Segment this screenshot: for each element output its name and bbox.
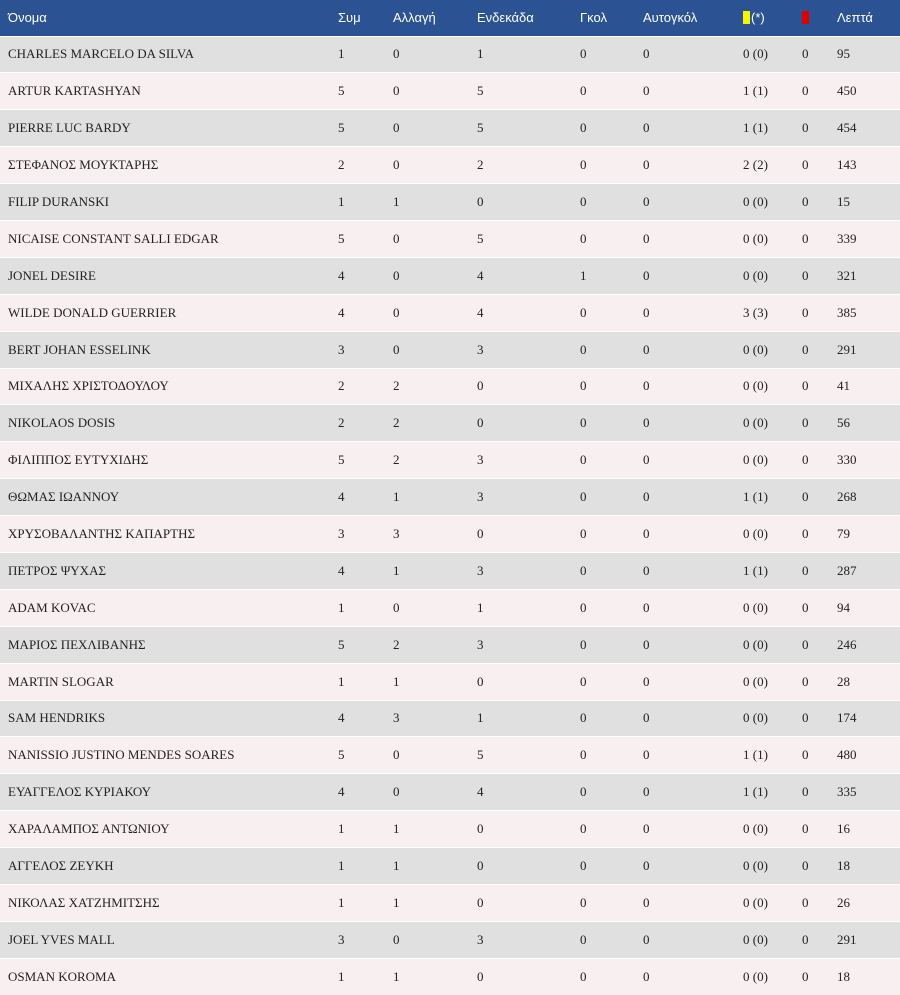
player-name: MARTIN SLOGAR <box>0 663 330 700</box>
own-goals: 0 <box>635 700 735 737</box>
starting-eleven: 1 <box>469 36 572 73</box>
starting-eleven: 0 <box>469 184 572 221</box>
red-cards: 0 <box>794 811 829 848</box>
own-goals: 0 <box>635 184 735 221</box>
own-goals: 0 <box>635 442 735 479</box>
starting-eleven: 1 <box>469 700 572 737</box>
starting-eleven: 0 <box>469 958 572 995</box>
minutes: 330 <box>829 442 900 479</box>
red-cards: 0 <box>794 626 829 663</box>
goals: 0 <box>572 147 635 184</box>
own-goals: 0 <box>635 479 735 516</box>
substitutions: 0 <box>385 294 469 331</box>
player-name: CHARLES MARCELO DA SILVA <box>0 36 330 73</box>
yellow-cards: 0 (0) <box>735 921 794 958</box>
red-cards: 0 <box>794 479 829 516</box>
starting-eleven: 4 <box>469 257 572 294</box>
header-red-cards[interactable] <box>794 0 829 36</box>
own-goals: 0 <box>635 958 735 995</box>
minutes: 26 <box>829 884 900 921</box>
substitutions: 0 <box>385 921 469 958</box>
appearances: 4 <box>330 257 385 294</box>
own-goals: 0 <box>635 147 735 184</box>
header-name[interactable]: Όνομα <box>0 0 330 36</box>
own-goals: 0 <box>635 774 735 811</box>
red-cards: 0 <box>794 368 829 405</box>
own-goals: 0 <box>635 848 735 885</box>
substitutions: 1 <box>385 184 469 221</box>
own-goals: 0 <box>635 36 735 73</box>
substitutions: 1 <box>385 479 469 516</box>
header-own-goals[interactable]: Αυτογκόλ <box>635 0 735 36</box>
minutes: 143 <box>829 147 900 184</box>
yellow-cards: 0 (0) <box>735 811 794 848</box>
appearances: 5 <box>330 442 385 479</box>
substitutions: 1 <box>385 884 469 921</box>
table-row <box>0 700 900 737</box>
goals: 0 <box>572 184 635 221</box>
substitutions: 0 <box>385 589 469 626</box>
table-row <box>0 811 900 848</box>
table-row <box>0 663 900 700</box>
goals: 0 <box>572 589 635 626</box>
goals: 0 <box>572 921 635 958</box>
table-row <box>0 73 900 110</box>
player-name: ΧΡΥΣΟΒΑΛΑΝΤΗΣ ΚΑΠΑΡΤΗΣ <box>0 516 330 553</box>
appearances: 5 <box>330 220 385 257</box>
starting-eleven: 0 <box>469 811 572 848</box>
player-name: NIKOLAOS DOSIS <box>0 405 330 442</box>
player-name: SAM HENDRIKS <box>0 700 330 737</box>
table-row <box>0 479 900 516</box>
red-cards: 0 <box>794 147 829 184</box>
goals: 0 <box>572 737 635 774</box>
yellow-cards: 0 (0) <box>735 589 794 626</box>
goals: 0 <box>572 663 635 700</box>
header-yellow-cards[interactable] <box>735 0 794 36</box>
red-cards: 0 <box>794 848 829 885</box>
own-goals: 0 <box>635 405 735 442</box>
substitutions: 0 <box>385 110 469 147</box>
appearances: 5 <box>330 626 385 663</box>
starting-eleven: 3 <box>469 921 572 958</box>
minutes: 18 <box>829 958 900 995</box>
yellow-cards: 0 (0) <box>735 848 794 885</box>
substitutions: 0 <box>385 257 469 294</box>
player-name: ADAM KOVAC <box>0 589 330 626</box>
red-cards: 0 <box>794 331 829 368</box>
yellow-card-icon <box>743 11 750 24</box>
red-cards: 0 <box>794 921 829 958</box>
own-goals: 0 <box>635 552 735 589</box>
goals: 0 <box>572 331 635 368</box>
goals: 0 <box>572 73 635 110</box>
table-row <box>0 331 900 368</box>
minutes: 246 <box>829 626 900 663</box>
player-name: ΜΑΡΙΟΣ ΠΕΧΛΙΒΑΝΗΣ <box>0 626 330 663</box>
player-name: OSMAN KOROMA <box>0 958 330 995</box>
appearances: 3 <box>330 516 385 553</box>
goals: 0 <box>572 294 635 331</box>
yellow-cards: 0 (0) <box>735 884 794 921</box>
goals: 0 <box>572 405 635 442</box>
starting-eleven: 1 <box>469 589 572 626</box>
goals: 0 <box>572 884 635 921</box>
header-row <box>0 0 900 36</box>
minutes: 79 <box>829 516 900 553</box>
appearances: 5 <box>330 73 385 110</box>
yellow-cards: 0 (0) <box>735 626 794 663</box>
table-row <box>0 958 900 995</box>
minutes: 385 <box>829 294 900 331</box>
appearances: 4 <box>330 700 385 737</box>
own-goals: 0 <box>635 516 735 553</box>
minutes: 174 <box>829 700 900 737</box>
player-name: ΝΙΚΟΛΑΣ ΧΑΤΖΗΜΙΤΣΗΣ <box>0 884 330 921</box>
appearances: 2 <box>330 368 385 405</box>
red-cards: 0 <box>794 442 829 479</box>
starting-eleven: 0 <box>469 663 572 700</box>
substitutions: 2 <box>385 405 469 442</box>
starting-eleven: 4 <box>469 294 572 331</box>
substitutions: 0 <box>385 73 469 110</box>
appearances: 3 <box>330 331 385 368</box>
own-goals: 0 <box>635 110 735 147</box>
table-row <box>0 184 900 221</box>
own-goals: 0 <box>635 663 735 700</box>
header-subs[interactable]: Αλλαγή <box>385 0 469 36</box>
starting-eleven: 3 <box>469 552 572 589</box>
table-row <box>0 405 900 442</box>
red-cards: 0 <box>794 774 829 811</box>
substitutions: 1 <box>385 848 469 885</box>
minutes: 339 <box>829 220 900 257</box>
yellow-cards: 0 (0) <box>735 442 794 479</box>
appearances: 2 <box>330 405 385 442</box>
starting-eleven: 0 <box>469 368 572 405</box>
own-goals: 0 <box>635 368 735 405</box>
own-goals: 0 <box>635 73 735 110</box>
goals: 1 <box>572 257 635 294</box>
player-name: ΜΙΧΑΛΗΣ ΧΡΙΣΤΟΔΟΥΛΟΥ <box>0 368 330 405</box>
starting-eleven: 5 <box>469 73 572 110</box>
goals: 0 <box>572 700 635 737</box>
yellow-cards: 0 (0) <box>735 958 794 995</box>
own-goals: 0 <box>635 737 735 774</box>
yellow-cards: 1 (1) <box>735 774 794 811</box>
goals: 0 <box>572 368 635 405</box>
minutes: 450 <box>829 73 900 110</box>
yellow-cards: 0 (0) <box>735 220 794 257</box>
table-row <box>0 626 900 663</box>
goals: 0 <box>572 220 635 257</box>
minutes: 18 <box>829 848 900 885</box>
header-minutes[interactable]: Λεπτά <box>829 0 900 36</box>
goals: 0 <box>572 811 635 848</box>
substitutions: 0 <box>385 147 469 184</box>
red-cards: 0 <box>794 257 829 294</box>
starting-eleven: 0 <box>469 516 572 553</box>
table-row <box>0 516 900 553</box>
starting-eleven: 3 <box>469 479 572 516</box>
minutes: 291 <box>829 921 900 958</box>
table-row <box>0 257 900 294</box>
minutes: 41 <box>829 368 900 405</box>
appearances: 1 <box>330 663 385 700</box>
starting-eleven: 3 <box>469 626 572 663</box>
red-cards: 0 <box>794 589 829 626</box>
table-row <box>0 848 900 885</box>
table-row <box>0 294 900 331</box>
substitutions: 0 <box>385 774 469 811</box>
yellow-cards: 0 (0) <box>735 368 794 405</box>
player-name: WILDE DONALD GUERRIER <box>0 294 330 331</box>
minutes: 16 <box>829 811 900 848</box>
own-goals: 0 <box>635 257 735 294</box>
minutes: 94 <box>829 589 900 626</box>
red-cards: 0 <box>794 958 829 995</box>
appearances: 2 <box>330 147 385 184</box>
table-row <box>0 36 900 73</box>
table-row <box>0 442 900 479</box>
appearances: 5 <box>330 110 385 147</box>
table-row <box>0 737 900 774</box>
starting-eleven: 0 <box>469 884 572 921</box>
minutes: 321 <box>829 257 900 294</box>
header-yellow-note: (*) <box>751 10 765 26</box>
red-cards: 0 <box>794 36 829 73</box>
own-goals: 0 <box>635 811 735 848</box>
starting-eleven: 0 <box>469 848 572 885</box>
appearances: 5 <box>330 737 385 774</box>
yellow-cards: 1 (1) <box>735 552 794 589</box>
minutes: 95 <box>829 36 900 73</box>
goals: 0 <box>572 626 635 663</box>
red-cards: 0 <box>794 405 829 442</box>
own-goals: 0 <box>635 626 735 663</box>
appearances: 1 <box>330 884 385 921</box>
own-goals: 0 <box>635 589 735 626</box>
starting-eleven: 5 <box>469 220 572 257</box>
appearances: 1 <box>330 36 385 73</box>
starting-eleven: 3 <box>469 442 572 479</box>
substitutions: 1 <box>385 811 469 848</box>
yellow-cards: 1 (1) <box>735 479 794 516</box>
table-row <box>0 552 900 589</box>
player-name: ΣΤΕΦΑΝΟΣ ΜΟΥΚΤΑΡΗΣ <box>0 147 330 184</box>
player-name: ΑΓΓΕΛΟΣ ΖΕΥΚΗ <box>0 848 330 885</box>
yellow-cards: 0 (0) <box>735 700 794 737</box>
substitutions: 0 <box>385 331 469 368</box>
starting-eleven: 4 <box>469 774 572 811</box>
yellow-cards: 1 (1) <box>735 110 794 147</box>
appearances: 4 <box>330 479 385 516</box>
appearances: 1 <box>330 958 385 995</box>
yellow-cards: 0 (0) <box>735 405 794 442</box>
appearances: 1 <box>330 848 385 885</box>
own-goals: 0 <box>635 220 735 257</box>
own-goals: 0 <box>635 884 735 921</box>
red-cards: 0 <box>794 220 829 257</box>
substitutions: 2 <box>385 626 469 663</box>
table-row <box>0 147 900 184</box>
goals: 0 <box>572 848 635 885</box>
starting-eleven: 5 <box>469 737 572 774</box>
minutes: 480 <box>829 737 900 774</box>
yellow-cards: 1 (1) <box>735 737 794 774</box>
yellow-cards: 3 (3) <box>735 294 794 331</box>
appearances: 1 <box>330 184 385 221</box>
substitutions: 1 <box>385 552 469 589</box>
minutes: 268 <box>829 479 900 516</box>
own-goals: 0 <box>635 294 735 331</box>
substitutions: 0 <box>385 220 469 257</box>
player-name: NANISSIO JUSTINO MENDES SOARES <box>0 737 330 774</box>
player-name: ΠΕΤΡΟΣ ΨΥΧΑΣ <box>0 552 330 589</box>
yellow-cards: 0 (0) <box>735 516 794 553</box>
yellow-cards: 0 (0) <box>735 184 794 221</box>
appearances: 4 <box>330 774 385 811</box>
red-cards: 0 <box>794 516 829 553</box>
substitutions: 3 <box>385 516 469 553</box>
own-goals: 0 <box>635 331 735 368</box>
red-cards: 0 <box>794 184 829 221</box>
yellow-cards: 1 (1) <box>735 73 794 110</box>
substitutions: 2 <box>385 368 469 405</box>
goals: 0 <box>572 516 635 553</box>
red-cards: 0 <box>794 884 829 921</box>
yellow-cards: 0 (0) <box>735 663 794 700</box>
table-row <box>0 589 900 626</box>
red-card-icon <box>802 11 809 24</box>
appearances: 3 <box>330 921 385 958</box>
player-name: ΘΩΜΑΣ ΙΩΑΝΝΟΥ <box>0 479 330 516</box>
minutes: 287 <box>829 552 900 589</box>
appearances: 1 <box>330 811 385 848</box>
table-row <box>0 368 900 405</box>
substitutions: 3 <box>385 700 469 737</box>
substitutions: 1 <box>385 663 469 700</box>
red-cards: 0 <box>794 110 829 147</box>
header-goals[interactable]: Γκολ <box>572 0 635 36</box>
starting-eleven: 0 <box>469 405 572 442</box>
red-cards: 0 <box>794 737 829 774</box>
player-name: ΕΥΑΓΓΕΛΟΣ ΚΥΡΙΑΚΟΥ <box>0 774 330 811</box>
player-name: ARTUR KARTASHYAN <box>0 73 330 110</box>
minutes: 454 <box>829 110 900 147</box>
starting-eleven: 3 <box>469 331 572 368</box>
appearances: 1 <box>330 589 385 626</box>
goals: 0 <box>572 110 635 147</box>
own-goals: 0 <box>635 921 735 958</box>
substitutions: 2 <box>385 442 469 479</box>
table-row <box>0 774 900 811</box>
red-cards: 0 <box>794 663 829 700</box>
starting-eleven: 5 <box>469 110 572 147</box>
goals: 0 <box>572 442 635 479</box>
red-cards: 0 <box>794 294 829 331</box>
header-apps[interactable]: Συμ <box>330 0 385 36</box>
goals: 0 <box>572 552 635 589</box>
red-cards: 0 <box>794 700 829 737</box>
substitutions: 1 <box>385 958 469 995</box>
player-name: PIERRE LUC BARDY <box>0 110 330 147</box>
goals: 0 <box>572 958 635 995</box>
minutes: 28 <box>829 663 900 700</box>
starting-eleven: 2 <box>469 147 572 184</box>
player-name: JOEL YVES MALL <box>0 921 330 958</box>
substitutions: 0 <box>385 36 469 73</box>
table-row <box>0 220 900 257</box>
player-name: NICAISE CONSTANT SALLI EDGAR <box>0 220 330 257</box>
player-name: JONEL DESIRE <box>0 257 330 294</box>
appearances: 4 <box>330 552 385 589</box>
yellow-cards: 0 (0) <box>735 36 794 73</box>
goals: 0 <box>572 36 635 73</box>
table-row <box>0 884 900 921</box>
goals: 0 <box>572 479 635 516</box>
player-name: ΧΑΡΑΛΑΜΠΟΣ ΑΝΤΩΝΙΟΥ <box>0 811 330 848</box>
yellow-cards: 0 (0) <box>735 331 794 368</box>
minutes: 335 <box>829 774 900 811</box>
header-starts[interactable]: Ενδεκάδα <box>469 0 572 36</box>
table-row <box>0 921 900 958</box>
red-cards: 0 <box>794 552 829 589</box>
yellow-cards: 2 (2) <box>735 147 794 184</box>
table-row <box>0 110 900 147</box>
goals: 0 <box>572 774 635 811</box>
minutes: 291 <box>829 331 900 368</box>
player-name: BERT JOHAN ESSELINK <box>0 331 330 368</box>
red-cards: 0 <box>794 73 829 110</box>
minutes: 15 <box>829 184 900 221</box>
player-name: FILIP DURANSKI <box>0 184 330 221</box>
substitutions: 0 <box>385 737 469 774</box>
appearances: 4 <box>330 294 385 331</box>
player-name: ΦΙΛΙΠΠΟΣ ΕΥΤΥΧΙΔΗΣ <box>0 442 330 479</box>
yellow-cards: 0 (0) <box>735 257 794 294</box>
minutes: 56 <box>829 405 900 442</box>
